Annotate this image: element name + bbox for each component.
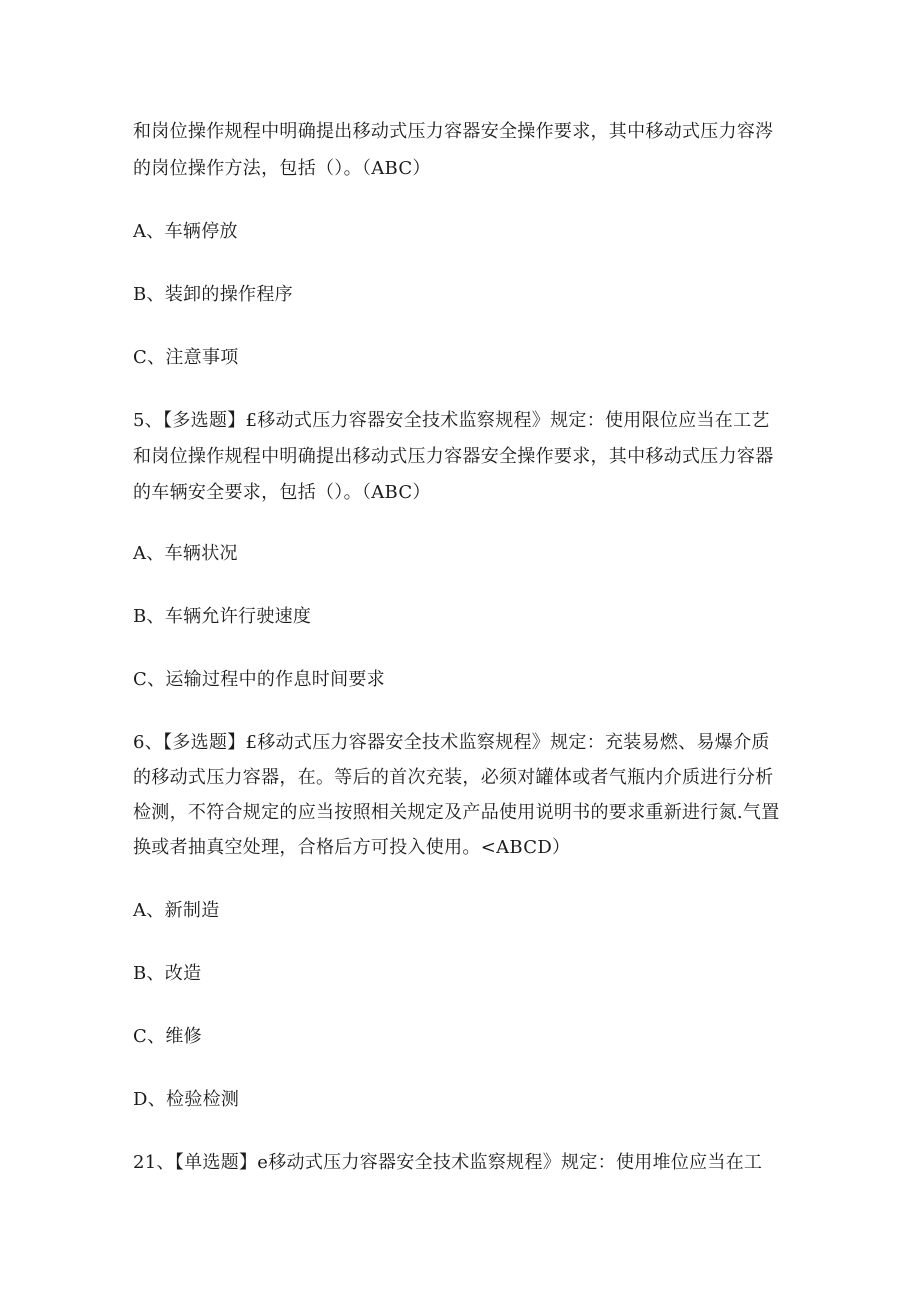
q5-option-c: C、运输过程中的作息时间要求	[133, 669, 385, 690]
q5-option-a: A、车辆状况	[133, 543, 238, 564]
q5-stem-line-1: 5、【多选题】£移动式压力容器安全技术监察规程》规定：使用限位应当在工艺	[133, 410, 770, 431]
q6-stem-line-4: 换或者抽真空处理，合格后方可投入使用。<ABCD）	[133, 837, 571, 858]
q4-option-a: A、车辆停放	[133, 221, 238, 242]
q21-stem-line-1: 21、【单选题】e移动式压力容器安全技术监察规程》规定：使用堆位应当在工	[133, 1152, 763, 1173]
q6-option-d: D、检验检测	[133, 1089, 240, 1110]
q5-option-b: B、车辆允许行驶速度	[133, 606, 312, 627]
q6-option-b: B、改造	[133, 963, 202, 984]
q6-stem-line-1: 6、【多选题】£移动式压力容器安全技术监察规程》规定：充装易燃、易爆介质	[133, 732, 770, 753]
q6-option-c: C、维修	[133, 1026, 202, 1047]
q6-option-a: A、新制造	[133, 900, 220, 921]
q6-stem-line-3: 检测，不符合规定的应当按照相关规定及产品使用说明书的要求重新进行氮.气置	[133, 802, 780, 823]
q6-stem-line-2: 的移动式压力容器，在。等后的首次充装，必须对罐体或者气瓶内介质进行分析	[133, 767, 774, 788]
q5-stem-line-2: 和岗位操作规程中明确提出移动式压力容器安全操作要求，其中移动式压力容器	[133, 446, 774, 467]
q5-stem-line-3: 的车辆安全要求，包括（）。（ABC）	[133, 482, 431, 503]
q4-stem-line-1: 和岗位操作规程中明确提出移动式压力容器安全操作要求，其中移动式压力容涔	[133, 121, 774, 142]
q4-option-c: C、注意事项	[133, 347, 239, 368]
q4-option-b: B、装卸的操作程序	[133, 284, 293, 305]
q4-stem-line-2: 的岗位操作方法，包括（）。（ABC）	[133, 158, 431, 179]
